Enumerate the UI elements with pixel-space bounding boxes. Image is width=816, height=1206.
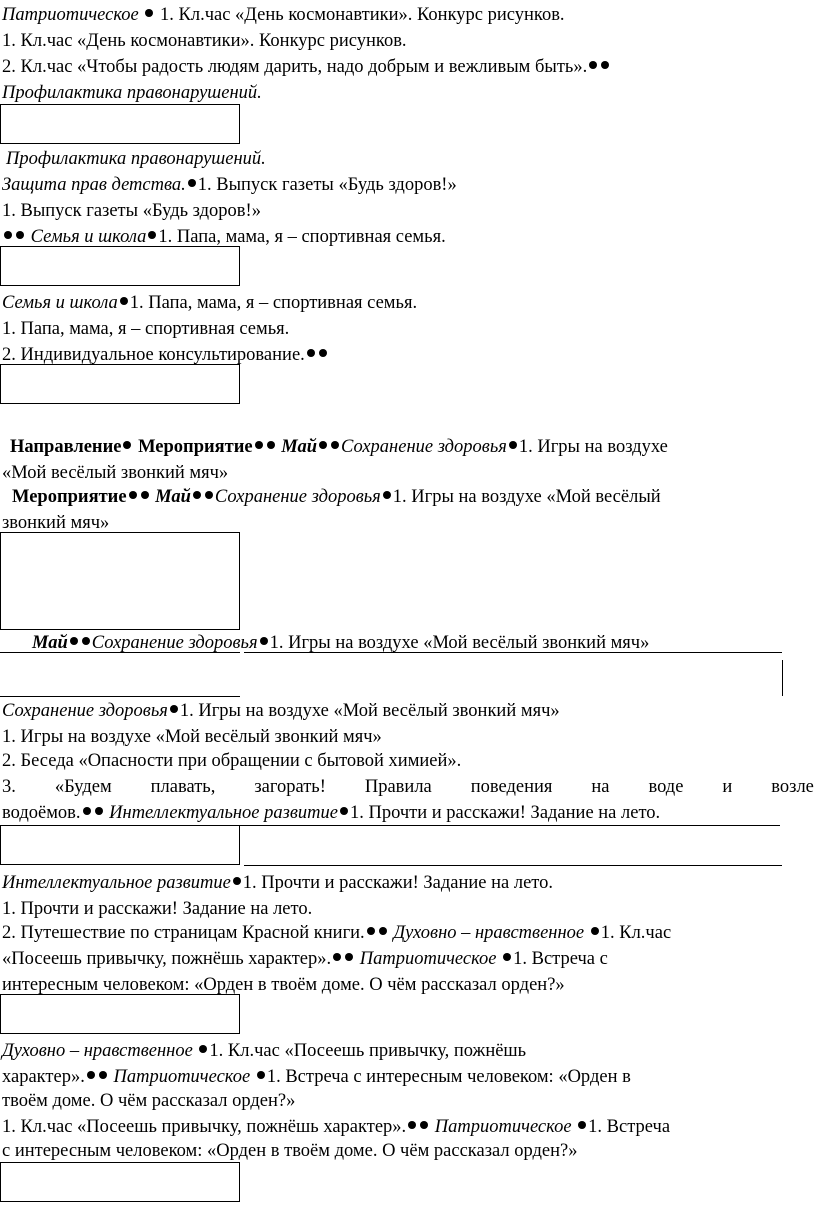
text-line [2,344,329,366]
word: Правила [364,777,432,797]
bullet-icon [4,231,12,239]
text-line [2,174,457,196]
bullet-icon [255,441,263,449]
event-text: 1. Встреча с [513,949,608,969]
bullet-icon [267,441,275,449]
month-label: Май [32,633,68,653]
word: загорать! [254,777,326,797]
bullet-icon [319,441,327,449]
event-text: 1. Папа, мама, я – спортивная семья. [129,293,418,313]
empty-cell-box [0,825,240,865]
empty-cell-box [0,364,240,404]
event-text: 1. Папа, мама, я – спортивная семья. [158,227,446,247]
month-label: Май [155,487,191,507]
bullet-icon [99,1071,107,1079]
event-text: 1. Прочти и расскажи! Задание на лето. [242,873,554,893]
text-line: 2. Беседа «Опасности при обращении с бытовой химией». [2,751,462,771]
event-text: «Посеешь привычку, пожнёшь характер». [2,949,332,969]
header-label: Мероприятие [138,437,253,457]
bullet-icon [319,349,327,357]
bullet-icon [260,637,268,645]
direction-label: Духовно – нравственное [393,923,585,943]
bullet-icon [129,491,137,499]
text-line: 1. Игры на воздухе «Мой весёлый звонкий мяч» [2,727,382,747]
bullet-icon [333,953,341,961]
event-text: 2. Индивидуальное консультирование. [2,345,305,365]
bullet-icon [170,705,178,713]
bullet-icon [383,491,391,499]
bullet-icon [379,927,387,935]
text-line [2,292,417,314]
month-label: Май [281,437,317,457]
bullet-icon [95,807,103,815]
event-text: 1. Игры на воздухе «Мой весёлый звонкий мяч» [269,633,650,653]
text-line: звонкий мяч» [2,513,110,533]
direction-label: Сохранение здоровья [2,701,168,721]
direction-label: Сохранение здоровья [214,487,381,507]
bullet-icon [257,1071,265,1079]
bullet-icon [340,807,348,815]
direction-label: Сохранение здоровья [91,633,258,653]
bullet-icon [509,441,517,449]
word: 3. [2,777,16,797]
direction-label: Семья и школа [2,293,118,313]
bullet-icon [193,491,201,499]
event-text: водоёмов. [2,803,81,823]
bullet-icon [591,927,599,935]
direction-label: Патриотическое [113,1067,251,1087]
header-label: Мероприятие [12,487,127,507]
text-line: 1. Выпуск газеты «Будь здоров!» [2,201,261,221]
event-text: 1. Кл.час «Посеешь привычку, пожнёшь характер». [2,1117,407,1137]
event-text: 1. Кл.час «Посеешь привычку, пожнёшь [209,1041,527,1061]
text-line: 1. Папа, мама, я – спортивная семья. [2,319,290,339]
event-text: 1. Игры на воздухе [518,437,668,457]
bullet-icon [199,1045,207,1053]
bullet-icon [367,927,375,935]
word: поведения [470,777,553,797]
bullet-icon [601,61,609,69]
event-text: 1. Выпуск газеты «Будь здоров!» [197,175,457,195]
direction-label: Профилактика правонарушений. [2,83,262,103]
text-line: интересным человеком: «Орден в твоём доме. О чём рассказал орден?» [2,975,565,995]
word: на [591,777,610,797]
bullet-icon [141,491,149,499]
text-line [2,872,553,894]
bullet-icon [233,877,241,885]
text-line [2,948,608,970]
direction-label: Патриотическое [359,949,497,969]
bullet-icon [148,231,156,239]
bullet-icon [420,1121,428,1129]
word: «Будем [54,777,112,797]
text-line: 1. Кл.час «День космонавтики». Конкурс рисунков. [2,31,407,51]
event-text: 2. Путешествие по страницам Красной книги. [2,923,365,943]
empty-cell-box [0,246,240,286]
bullet-icon [70,637,78,645]
bullet-icon [345,953,353,961]
bullet-icon [83,807,91,815]
text-line: 1. Прочти и расскажи! Задание на лето. [2,899,313,919]
text-line [2,802,660,824]
event-text: характер». [2,1067,85,1087]
event-text: 1. Прочти и расскажи! Задание на лето. [349,803,661,823]
direction-label: Патриотическое [2,5,139,25]
event-text: 1. Игры на воздухе «Мой весёлый [392,487,661,507]
text-line: «Мой весёлый звонкий мяч» [2,463,229,483]
bullet-icon [307,349,315,357]
table-border [0,652,240,653]
event-text: 1. Встреча [588,1117,671,1137]
text-line [2,4,565,26]
table-border [0,696,240,697]
word: возле [771,777,814,797]
empty-cell-box [0,1162,240,1202]
event-text: 2. Кл.час «Чтобы радость людям дарить, надо добрым и вежливым быть». [2,57,588,77]
empty-cell-box [0,104,240,144]
bullet-icon [123,441,131,449]
bullet-icon [87,1071,95,1079]
direction-label: Профилактика правонарушений. [6,149,266,169]
text-line [2,56,611,78]
bullet-icon [188,179,196,187]
empty-cell-box [0,994,240,1034]
text-line [2,922,671,944]
text-line [2,700,560,722]
direction-label: Патриотическое [434,1117,572,1137]
table-border [244,865,782,866]
empty-cell-box [0,532,240,630]
text-line [2,1116,670,1138]
header-label: Направление [10,437,122,457]
word: воде [648,777,684,797]
bullet-icon [408,1121,416,1129]
direction-label: Духовно – нравственное [2,1041,193,1061]
event-text: 1. Кл.час [600,923,672,943]
direction-label: Сохранение здоровья [341,437,507,457]
text-line: твоём доме. О чём рассказал орден?» [2,1091,296,1111]
text-line [12,486,661,508]
justified-line [2,776,814,798]
event-text: 1. Встреча с интересным человеком: «Орден в [266,1067,631,1087]
table-border [244,652,782,653]
bullet-icon [82,637,90,645]
direction-label: Интеллектуальное развитие [2,873,231,893]
bullet-icon [205,491,213,499]
direction-label: Защита прав детства. [2,175,186,195]
text-line [10,436,668,458]
text-line [2,1066,631,1088]
bullet-icon [120,297,128,305]
text-line [32,632,649,654]
table-border [782,660,783,696]
bullet-icon [589,61,597,69]
text-line [2,1040,526,1062]
bullet-icon [145,9,153,17]
event-text: 1. Игры на воздухе «Мой весёлый звонкий мяч» [179,701,560,721]
word: плавать, [150,777,216,797]
text-line: с интересным человеком: «Орден в твоём доме. О чём рассказал орден?» [2,1141,578,1161]
bullet-icon [331,441,339,449]
direction-label: Интеллектуальное развитие [109,803,338,823]
word: и [722,777,733,797]
direction-label: Семья и школа [30,227,147,247]
text-line [2,226,446,248]
bullet-icon [578,1121,586,1129]
bullet-icon [16,231,24,239]
event-text: 1. Кл.час «День космонавтики». Конкурс рисунков. [160,5,565,25]
bullet-icon [503,953,511,961]
